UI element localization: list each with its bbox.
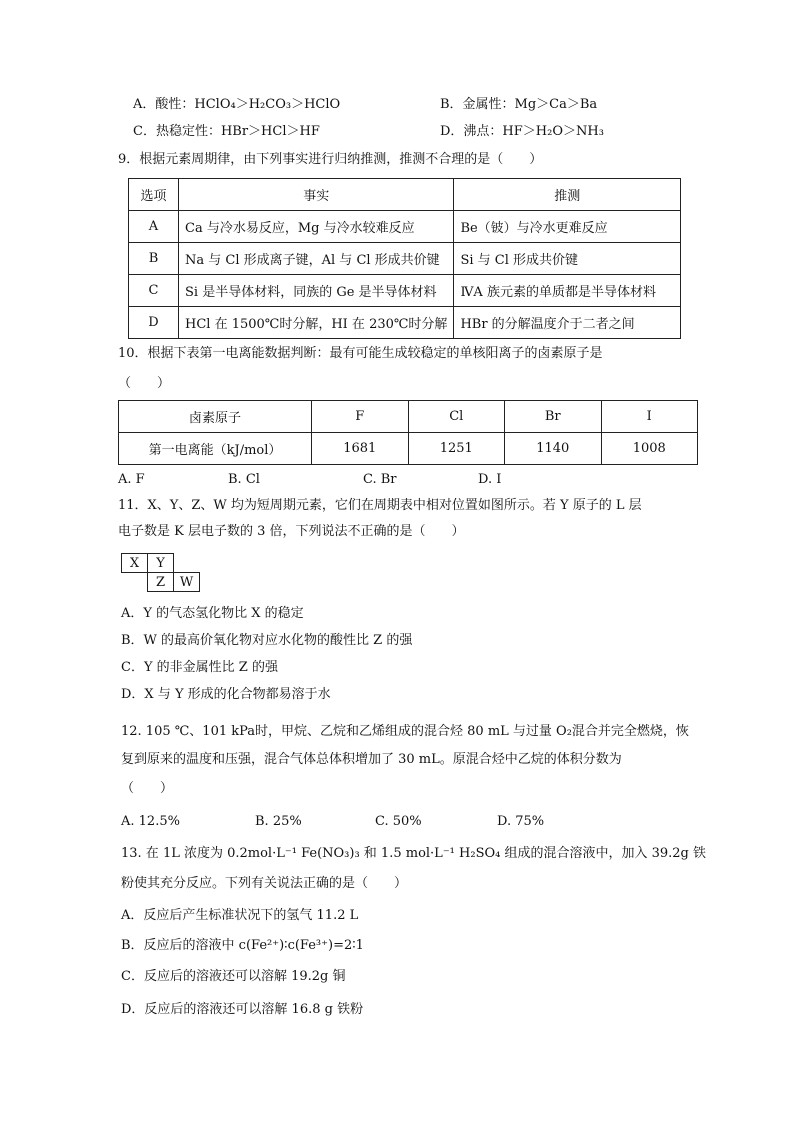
cell-w: W [173,572,200,592]
header-cell: Br [505,401,602,433]
table-cell: C [129,275,179,307]
cell-y: Y [147,553,174,573]
q10-stem: 10．根据下表第一电离能数据判断：最有可能生成较稳定的单核阳离子的卤素原子是 [118,346,603,361]
q12-stem-line1: 12. 105 ℃、101 kPa时，甲烷、乙烷和乙烯组成的混合烃 80 mL 与过量 O₂混合并完全燃烧，恢 [121,724,689,739]
q10-option-c: C. Br [363,472,397,487]
header-cell: 选项 [129,179,179,211]
q11-option-b: B．W 的最高价氧化物对应水化物的酸性比 Z 的强 [121,633,413,648]
q13-option-c: C．反应后的溶液还可以溶解 19.2g 铜 [121,969,346,984]
q12-paren: （ ） [121,781,174,796]
q11-option-a: A．Y 的气态氢化物比 X 的稳定 [121,606,304,621]
table-row [129,211,681,243]
q11-option-d: D．X 与 Y 形成的化合物都易溶于水 [121,687,331,702]
q10-option-b: B. Cl [228,472,260,487]
table-cell: Si 是半导体材料，同族的 Ge 是半导体材料 [179,275,454,307]
table-cell: A [129,211,179,243]
table-cell: 1251 [408,433,505,465]
table-cell: Na 与 Cl 形成离子键，Al 与 Cl 形成共价键 [179,243,454,275]
q12-option-c: C. 50% [375,814,422,829]
q10-table [118,400,698,465]
table-cell: Be（铍）与冷水更难反应 [454,211,681,243]
q12-stem-line2: 复到原来的温度和压强，混合气体总体积增加了 30 mL。原混合烃中乙烷的体积分数为 [121,752,622,767]
header-cell: 卤素原子 [119,401,312,433]
q10-option-a: A. F [118,472,145,487]
table-cell: Si 与 Cl 形成共价键 [454,243,681,275]
table-cell: ⅣA 族元素的单质都是半导体材料 [454,275,681,307]
q8-option-d: D．沸点：HF＞H₂O＞NH₃ [440,124,604,139]
table-cell: D [129,307,179,339]
table-cell: 1008 [601,433,698,465]
table-cell: HCl 在 1500℃时分解，HI 在 230℃时分解 [179,307,454,339]
table-cell: B [129,243,179,275]
q13-stem-line1: 13. 在 1L 浓度为 0.2mol·L⁻¹ Fe(NO₃)₃ 和 1.5 mol·L⁻¹ H₂SO₄ 组成的混合溶液中，加入 39.2g 铁 [121,846,707,861]
cell-x: X [121,553,148,573]
q11-stem-line1: 11．X、Y、Z、W 均为短周期元素，它们在周期表中相对位置如图所示。若 Y 原子的 L 层 [118,498,642,513]
q9-stem: 9．根据元素周期律，由下列事实进行归纳推测，推测不合理的是（ ） [118,152,543,167]
q13-option-d: D．反应后的溶液还可以溶解 16.8 g 铁粉 [121,1002,364,1017]
header-cell: 事实 [179,179,454,211]
table-cell: Ca 与冷水易反应，Mg 与冷水较难反应 [179,211,454,243]
table-header-row [129,179,681,211]
q10-option-d: D. I [478,472,502,487]
header-cell: I [601,401,698,433]
q13-stem-line2: 粉使其充分反应。下列有关说法正确的是（ ） [121,876,408,891]
q13-option-a: A．反应后产生标准状况下的氢气 11.2 L [121,908,359,923]
q11-option-c: C．Y 的非金属性比 Z 的强 [121,660,278,675]
q8-option-c: C．热稳定性：HBr＞HCl＞HF [133,124,320,139]
q8-option-a: A．酸性：HClO₄＞H₂CO₃＞HClO [133,97,341,112]
q9-table [128,178,681,339]
header-cell: 推测 [454,179,681,211]
q12-option-b: B. 25% [255,814,302,829]
table-cell: 1681 [312,433,409,465]
q11-stem-line2: 电子数是 K 层电子数的 3 倍，下列说法不正确的是（ ） [118,524,465,539]
header-cell: Cl [408,401,505,433]
q10-paren: （ ） [118,376,171,391]
cell-z: Z [147,572,174,592]
table-row [119,433,698,465]
q12-option-a: A. 12.5% [121,814,180,829]
q12-option-d: D. 75% [497,814,545,829]
table-row [129,307,681,339]
table-cell: 1140 [505,433,602,465]
table-row [129,275,681,307]
table-cell: 第一电离能（kJ/mol） [119,433,312,465]
table-cell: HBr 的分解温度介于二者之间 [454,307,681,339]
q13-option-b: B．反应后的溶液中 c(Fe²⁺)∶c(Fe³⁺)=2∶1 [121,938,364,953]
table-header-row [119,401,698,433]
table-row [129,243,681,275]
header-cell: F [312,401,409,433]
q8-option-b: B．金属性：Mg＞Ca＞Ba [440,97,598,112]
